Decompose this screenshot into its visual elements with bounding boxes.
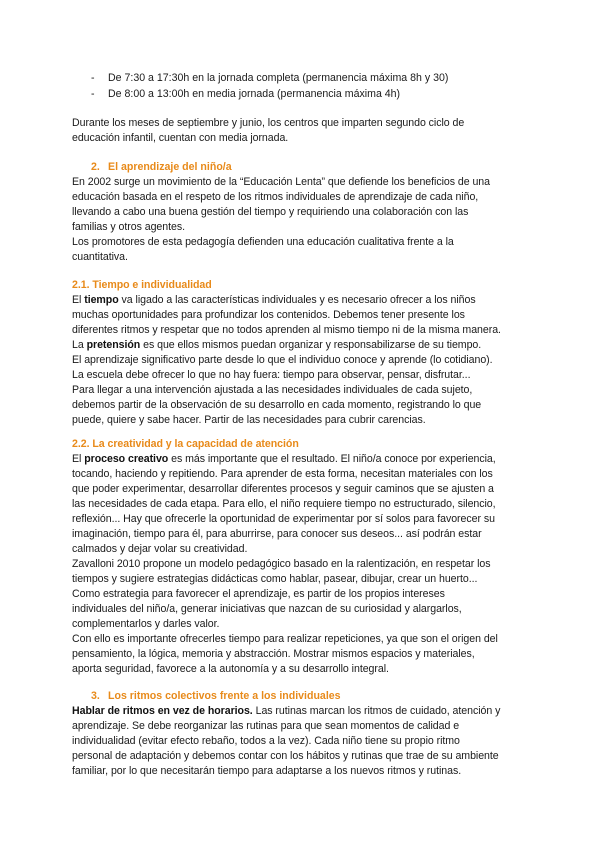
paragraph-line: imaginación, tiempo para él, para aburrirse, para conocer sus deseos... así podrán estar bbox=[72, 528, 482, 540]
paragraph-line: educación infantil, cuentan con media jornada. bbox=[72, 132, 289, 144]
subsection-heading: 2.1. Tiempo e individualidad bbox=[72, 279, 212, 291]
paragraph-line: debemos partir de la observación de su desarrollo en cada momento, registrando lo que bbox=[72, 399, 482, 411]
paragraph-line: las necesidades de cada etapa. Para ello, el niño requiere tiempo no estructurado, silencio, bbox=[72, 498, 496, 510]
paragraph-line: diferentes ritmos y respetar que no todos aprenden al mismo tiempo ni de la misma manera. bbox=[72, 324, 501, 336]
section-number: 2. bbox=[91, 161, 100, 173]
paragraph-line: calmados y dejar volar su creatividad. bbox=[72, 543, 248, 555]
bullet-dash: - bbox=[91, 72, 95, 84]
bold-term: pretensión bbox=[86, 339, 141, 351]
paragraph-line: Para llegar a una intervención ajustada a las necesidades individuales de cada sujeto, bbox=[72, 384, 473, 396]
paragraph-line: puede, quiere y sabe hacer. Partir de las necesidades para cubrir carencias. bbox=[72, 414, 426, 426]
section-heading: El aprendizaje del niño/a bbox=[108, 161, 232, 173]
bullet-item: De 8:00 a 13:00h en media jornada (permanencia máxima 4h) bbox=[108, 88, 401, 100]
paragraph-line: Con ello es importante ofrecerles tiempo para realizar repeticiones, ya que son el origen del bbox=[72, 633, 498, 645]
paragraph-line: individualidad (evitar efecto rebaño, todos a la vez). Cada niño tiene su propio ritmo bbox=[72, 735, 460, 747]
paragraph-line: aporta seguridad, favorece a la autonomía y a su desarrollo integral. bbox=[72, 663, 389, 675]
paragraph-line: La escuela debe ofrecer lo que no hay fuera: tiempo para observar, pensar, disfrutar... bbox=[72, 369, 471, 381]
paragraph-line: reflexión... Hay que ofrecerle la oportunidad de experimentar por sí solos para favorecer su bbox=[72, 513, 495, 525]
bold-term: proceso creativo bbox=[84, 453, 169, 465]
section-number: 3. bbox=[91, 690, 100, 702]
bold-term: Hablar de ritmos en vez de horarios. bbox=[72, 705, 253, 717]
paragraph-line: que poder experimentar, desarrollar diferentes procesos y seguir caminos que se ajusten a bbox=[72, 483, 494, 495]
paragraph-line: educación basada en el respeto de los ritmos individuales de aprendizaje de cada niño, bbox=[72, 191, 479, 203]
section-heading: Los ritmos colectivos frente a los individuales bbox=[108, 690, 341, 702]
paragraph-line: pensamiento, la lógica, memoria y abstracción. Mostrar mismos espacios y materiales, bbox=[72, 648, 475, 660]
paragraph-line: Zavalloni 2010 propone un modelo pedagógico basado en la ralentización, en respetar los bbox=[72, 558, 491, 570]
bold-term: tiempo bbox=[84, 294, 119, 306]
paragraph-line: En 2002 surge un movimiento de la “Educación Lenta” que defiende los beneficios de una bbox=[72, 176, 490, 188]
bullet-item: De 7:30 a 17:30h en la jornada completa (permanencia máxima 8h y 30) bbox=[108, 72, 449, 84]
paragraph-line: Durante los meses de septiembre y junio, los centros que imparten segundo ciclo de bbox=[72, 117, 465, 129]
paragraph-line: El proceso creativo es más importante que el resultado. El niño/a conoce por experiencia, bbox=[72, 453, 496, 465]
paragraph-line: aprendizaje. Se debe reorganizar las rutinas para que sean momentos de calidad e bbox=[72, 720, 460, 732]
paragraph-line: personal de adaptación y debemos contar con los hábitos y rutinas que trae de su ambiente bbox=[72, 750, 499, 762]
paragraph-line: Hablar de ritmos en vez de horarios. Las rutinas marcan los ritmos de cuidado, atención y bbox=[72, 705, 501, 717]
paragraph-line: complementarlos y darles valor. bbox=[72, 618, 220, 630]
paragraph-line: La pretensión es que ellos mismos puedan organizar y responsabilizarse de su tiempo. bbox=[72, 339, 482, 351]
paragraph-line: El aprendizaje significativo parte desde lo que el individuo conoce y aprende (lo cotidiano). bbox=[72, 354, 493, 366]
paragraph-line: Como estrategia para favorecer el aprendizaje, es partir de los propios intereses bbox=[72, 588, 445, 600]
paragraph-line: Los promotores de esta pedagogía defienden una educación cualitativa frente a la bbox=[72, 236, 454, 248]
paragraph-line: muchas oportunidades para profundizar los contenidos. Debemos tener presente los bbox=[72, 309, 465, 321]
paragraph-line: individuales del niño/a, generar iniciativas que nazcan de su curiosidad y alargarlos, bbox=[72, 603, 462, 615]
paragraph-line: familias y otros agentes. bbox=[72, 221, 185, 233]
paragraph-line: tiempos y sugiere estrategias didácticas como hablar, pasear, dibujar, crear un huerto... bbox=[72, 573, 478, 585]
paragraph-line: El tiempo va ligado a las características individuales y es necesario ofrecer a los niños bbox=[72, 294, 476, 306]
paragraph-line: llevando a cabo una buena gestión del tiempo y requiriendo una colaboración con las bbox=[72, 206, 469, 218]
bullet-dash: - bbox=[91, 88, 95, 100]
paragraph-line: cuantitativa. bbox=[72, 251, 128, 263]
paragraph-line: familiar, por lo que necesitarán tiempo para adaptarse a los nuevos ritmos y rutinas. bbox=[72, 765, 462, 777]
subsection-heading: 2.2. La creatividad y la capacidad de atención bbox=[72, 438, 299, 450]
paragraph-line: tocando, haciendo y repitiendo. Para aprender de esta forma, necesitan materiales con los bbox=[72, 468, 493, 480]
